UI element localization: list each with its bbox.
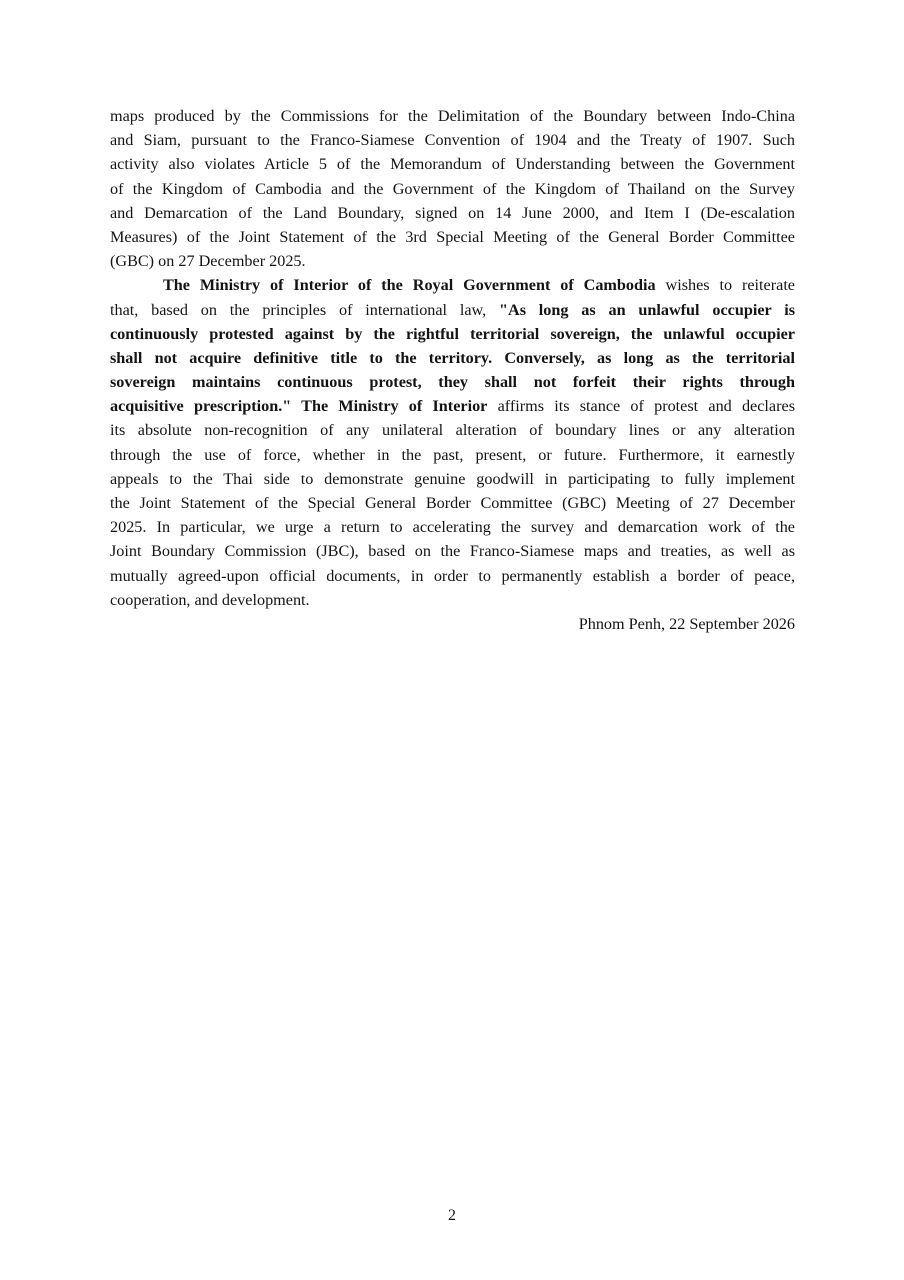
text-line: (GBC) on 27 December 2025. [110,252,306,271]
text-line: through the use of force, whether in the past, present, or future. Furthermore, it earnestly [110,445,795,464]
text-line: 2025. In particular, we urge a return to accelerating the survey and demarcation work of the [110,518,795,537]
paragraph-2 [110,273,795,612]
ministry-name-bold: The Ministry of Interior of the Royal Government of Cambodia [163,276,656,295]
text-run: affirms its stance of protest and declares [487,397,795,416]
text-line: cooperation, and development. [110,590,310,609]
text-line [110,394,795,418]
place-date: Phnom Penh, 22 September 2026 [578,614,795,633]
text-line: activity also violates Article 5 of the Memorandum of Understanding between the Government [110,155,795,174]
text-run: wishes to reiterate [655,276,795,295]
text-line: mutually agreed-upon official documents, in order to permanently establish a border of peace, [110,566,795,585]
text-line: and Siam, pursuant to the Franco-Siamese Convention of 1904 and the Treaty of 1907. Such [110,131,795,150]
text-line [110,370,795,394]
quote-bold: acquisitive prescription." The Ministry of Interior [110,397,488,416]
text-run: that, based on the principles of international law, [110,300,500,319]
document-body [110,104,795,636]
text-line [110,298,795,322]
text-line [110,273,795,297]
text-line: the Joint Statement of the Special General Border Committee (GBC) Meeting of 27 December [110,494,795,512]
text-line [110,322,795,346]
quote-bold: shall not acquire definitive title to the territory. Conversely, as long as the territorial [110,348,795,367]
text-line: of the Kingdom of Cambodia and the Government of the Kingdom of Thailand on the Survey [110,179,795,198]
text-line: Joint Boundary Commission (JBC), based on the Franco-Siamese maps and treaties, as well as [110,542,795,561]
page-number: 2 [448,1207,456,1224]
quote-bold: continuously protested against by the rightful territorial sovereign, the unlawful occupier [110,324,795,343]
text-line [110,346,795,370]
text-line: appeals to the Thai side to demonstrate genuine goodwill in participating to fully implement [110,469,795,488]
text-line: maps produced by the Commissions for the Delimitation of the Boundary between Indo-China [110,107,795,125]
text-line: its absolute non-recognition of any unilateral alteration of boundary lines or any alteration [110,421,795,440]
text-line: Measures) of the Joint Statement of the 3rd Special Meeting of the General Border Committee [110,227,795,246]
paragraph-1 [110,104,795,273]
quote-bold: sovereign maintains continuous protest, they shall not forfeit their rights through [110,373,795,392]
text-line: and Demarcation of the Land Boundary, signed on 14 June 2000, and Item I (De-escalation [110,203,795,222]
quote-bold: "As long as an unlawful occupier is [499,300,795,319]
